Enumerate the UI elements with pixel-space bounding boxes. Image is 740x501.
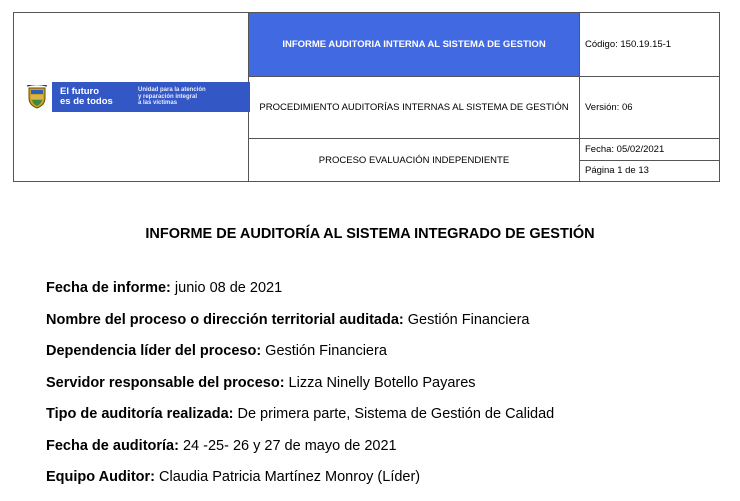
field-label: Tipo de auditoría realizada: — [46, 406, 234, 422]
document-date: Fecha: 05/02/2021 — [580, 139, 719, 160]
field-value: Claudia Patricia Martínez Monroy (Líder) — [155, 469, 421, 485]
document-header-table — [13, 12, 720, 182]
field-label: Fecha de informe: — [46, 280, 171, 296]
procedure-name: PROCEDIMIENTO AUDITORÍAS INTERNAS AL SISTEMA DE GESTIÓN — [249, 77, 580, 139]
field-process-name — [46, 312, 554, 344]
document-code: Código: 150.19.15-1 — [580, 13, 720, 77]
field-value: junio 08 de 2021 — [170, 280, 283, 296]
field-label: Nombre del proceso o dirección territorial auditada: — [46, 311, 404, 328]
field-value: Lizza Ninelly Botello Payares — [284, 374, 476, 391]
logo-cell — [14, 13, 249, 182]
field-value: Gestión Financiera — [261, 343, 387, 359]
document-version: Versión: 06 — [580, 77, 720, 139]
logo-main-text: El futuro es de todos — [60, 86, 113, 107]
coat-of-arms-icon — [22, 82, 52, 112]
organization-logo — [22, 82, 250, 112]
field-audit-date — [46, 438, 554, 470]
process-name: PROCESO EVALUACIÓN INDEPENDIENTE — [249, 139, 580, 182]
field-report-date — [46, 280, 554, 312]
field-value: De primera parte, Sistema de Gestión de Calidad — [233, 406, 555, 422]
field-label: Equipo Auditor: — [46, 469, 155, 485]
field-label: Fecha de auditoría: — [46, 437, 179, 454]
field-responsible-official — [46, 375, 554, 407]
field-label: Dependencia líder del proceso: — [46, 343, 262, 359]
date-page-cell — [580, 139, 720, 182]
field-lead-dependency — [46, 343, 554, 375]
document-title: INFORME DE AUDITORÍA AL SISTEMA INTEGRADO DE GESTIÓN — [145, 226, 595, 242]
field-value: 24 -25- 26 y 27 de mayo de 2021 — [178, 437, 397, 454]
field-value: Gestión Financiera — [403, 311, 530, 328]
field-audit-type — [46, 406, 554, 438]
field-label: Servidor responsable del proceso: — [46, 374, 285, 391]
report-title-cell: INFORME AUDITORIA INTERNA AL SISTEMA DE GESTION — [249, 13, 580, 77]
logo-sub-text: Unidad para la atención y reparación integral a las víctimas — [138, 87, 206, 107]
page-number: Página 1 de 13 — [585, 165, 649, 177]
report-fields — [46, 280, 554, 501]
field-audit-team — [46, 469, 554, 501]
